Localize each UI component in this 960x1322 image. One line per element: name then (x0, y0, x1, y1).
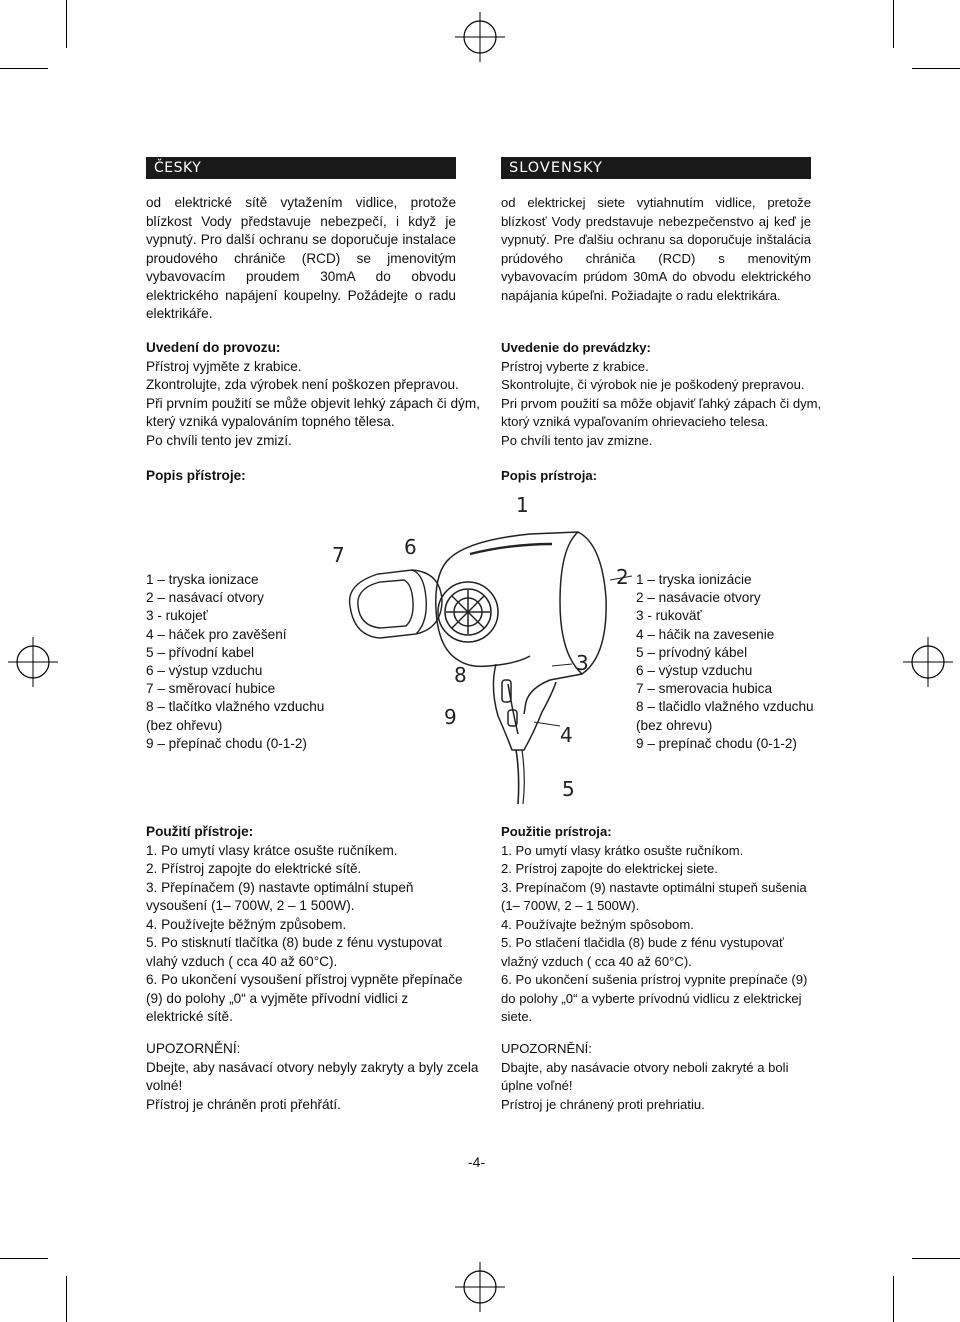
registration-mark-left (8, 637, 58, 687)
cs-parts-legend (146, 571, 346, 753)
cs-warning-line: volné! (146, 1078, 183, 1093)
cs-usage-line: elektrické sítě. (146, 1009, 233, 1024)
cs-description-heading-text: Popis přístroje: (146, 468, 246, 483)
diagram-label-6: 6 (404, 535, 417, 559)
legend-item: 9 – přepínač chodu (0-1-2) (146, 735, 307, 751)
sk-startup-line: ktorý vzniká vypaľovaním ohrievacieho telesa. (501, 414, 769, 429)
legend-item: 2 – nasávacie otvory (636, 590, 761, 606)
sk-usage-heading: Použitie prístroja: (501, 824, 612, 839)
sk-usage-section (501, 823, 831, 1027)
sk-warning-line: úplne voľné! (501, 1078, 573, 1093)
page-number: -4- (468, 1154, 486, 1170)
cs-usage-line: 6. Po ukončení vysoušení přístroj vypněte přepínače (146, 972, 463, 987)
diagram-label-8: 8 (454, 663, 467, 687)
diagram-label-1: 1 (516, 493, 529, 517)
cs-startup-line: který vzniká vypalováním topného tělesa. (146, 414, 395, 429)
legend-item: 5 – přívodní kabel (146, 644, 255, 660)
legend-item: 9 – prepínač chodu (0-1-2) (636, 735, 797, 751)
legend-item: (bez ohřevu) (146, 717, 223, 733)
cs-startup-line: Přístroj vyjměte z krabice. (146, 358, 302, 374)
sk-intro-paragraph: od elektrickej siete vytiahnutím vidlice, pretože blízkosť Vody predstavuje nebezpečenstvo aj keď je vypnutý. Pre ďalšiu ochranu sa doporučuje inštalácia prúdového chrániča (RCD) s menovitým vybavovacím prúdom 30mA do obvodu elektrického napájania kúpeľni. Požiadajte o radu elektrikára. (501, 195, 811, 303)
legend-item: 7 – směrovací hubice (146, 681, 276, 697)
cs-warning-heading: UPOZORNĚNÍ: (146, 1041, 241, 1056)
legend-item: 7 – smerovacia hubica (636, 681, 773, 697)
cs-usage-line: vlahý vzduch ( cca 40 až 60°C). (146, 953, 338, 969)
legend-item: 1 – tryska ionizácie (636, 572, 752, 587)
nozzle-illustration (350, 570, 442, 638)
diagram-label-2: 2 (616, 565, 629, 589)
cs-description-heading (146, 467, 246, 486)
cs-startup-line: Po chvíli tento jev zmizí. (146, 432, 292, 448)
legend-item: 6 – výstup vzduchu (636, 662, 753, 678)
cs-startup-section (146, 339, 480, 450)
registration-mark-bottom (455, 1262, 505, 1312)
cs-startup-heading: Uvedení do provozu: (146, 340, 281, 355)
cs-warning-section (146, 1040, 479, 1114)
sk-startup-line: Pri prvom použití sa môže objaviť ľahký zápach či dym, (501, 395, 822, 411)
diagram-label-4: 4 (560, 723, 573, 747)
registration-mark-top (455, 12, 505, 62)
sk-usage-line: 4. Používajte bežným spôsobom. (501, 916, 694, 932)
cs-warning-line: Přístroj je chráněn proti přehřátí. (146, 1096, 341, 1112)
diagram-label-9: 9 (444, 705, 457, 729)
sk-warning-line: Prístroj je chránený proti prehriatiu. (501, 1096, 705, 1112)
legend-item: 5 – prívodný kábel (636, 644, 748, 660)
section-header-slovensky: SLOVENSKY (501, 157, 811, 179)
sk-description-heading-text: Popis prístroja: (501, 468, 598, 483)
diagram-label-7: 7 (332, 543, 345, 567)
cs-startup-line: Zkontrolujte, zda výrobek není poškozen přepravou. (146, 377, 459, 392)
cs-usage-heading: Použití přístroje: (146, 824, 254, 839)
cs-intro-paragraph: od elektrické sítě vytažením vidlice, protože blízkost Vody představuje nebezpečí, i když je vypnutý. Pro další ochranu se doporučuje instalace proudového chrániče (RCD) se jmenovitým vybavovacím proudem 30mA do obvodu elektrického napájení koupelny. Požádejte o radu elektrikáře. (146, 195, 456, 321)
sk-warning-section (501, 1040, 831, 1114)
sk-usage-line: do polohy „0“ a vyberte prívodnú vidlicu z elektrickej (501, 990, 802, 1006)
diagram-label-3: 3 (576, 651, 589, 675)
legend-item: (bez ohrevu) (636, 717, 713, 733)
cs-usage-line: 3. Přepínačem (9) nastavte optimální stupeň (146, 879, 414, 895)
legend-item: 6 – výstup vzduchu (146, 662, 263, 678)
legend-item: 4 – háček pro zavěšení (146, 626, 287, 642)
sk-startup-line: Skontrolujte, či výrobok nie je poškodený prepravou. (501, 377, 805, 392)
legend-item: 8 – tlačidlo vlažného vzduchu (636, 699, 814, 715)
sk-usage-line: vlažný vzduch ( cca 40 až 60°C). (501, 953, 692, 969)
sk-usage-line: 5. Po stlačení tlačidla (8) bude z fénu vystupovať (501, 935, 784, 950)
legend-item: 3 - rukojeť (146, 608, 208, 624)
legend-item: 2 – nasávací otvory (146, 590, 264, 606)
sk-startup-section (501, 339, 831, 450)
hair-dryer-diagram (320, 488, 640, 810)
sk-warning-line: Dbajte, aby nasávacie otvory neboli zakryté a boli (501, 1059, 789, 1075)
cs-startup-line: Při prvním použití se může objevit lehký zápach či dým, (146, 395, 480, 411)
cs-usage-line: 4. Používejte běžným způsobem. (146, 916, 347, 932)
sk-usage-line: 6. Po ukončení sušenia prístroj vypnite prepínače (9) (501, 972, 808, 987)
sk-usage-line: 1. Po umytí vlasy krátko osušte ručníkom. (501, 842, 744, 858)
diagram-label-5: 5 (562, 777, 575, 801)
cs-warning-line: Dbejte, aby nasávací otvory nebyly zakryty a byly zcela (146, 1059, 479, 1075)
cs-usage-line: vysoušení (1– 700W, 2 – 1 500W). (146, 898, 355, 913)
sk-startup-line: Po chvíli tento jav zmizne. (501, 432, 653, 448)
sk-startup-line: Prístroj vyberte z krabice. (501, 358, 649, 374)
sk-usage-line: 3. Prepínačom (9) nastavte optimálni stupeň sušenia (501, 879, 807, 895)
sk-usage-line: siete. (501, 1009, 533, 1024)
cs-usage-section (146, 823, 476, 1027)
sk-warning-heading: UPOZORNĚNÍ: (501, 1041, 592, 1056)
registration-mark-right (903, 637, 953, 687)
legend-item: 4 – háčik na zavesenie (636, 626, 775, 642)
sk-usage-line: (1– 700W, 2 – 1 500W). (501, 898, 640, 913)
sk-parts-legend (636, 571, 836, 753)
section-header-cesky: ČESKY (146, 157, 456, 179)
cs-usage-line: 1. Po umytí vlasy krátce osušte ručníkem. (146, 842, 398, 858)
sk-startup-heading: Uvedenie do prevádzky: (501, 340, 651, 355)
legend-item: 1 – tryska ionizace (146, 572, 259, 587)
cs-usage-line: 2. Přístroj zapojte do elektrické sítě. (146, 861, 362, 876)
sk-description-heading (501, 467, 597, 486)
sk-usage-line: 2. Prístroj zapojte do elektrickej siete. (501, 861, 718, 876)
legend-item: 8 – tlačítko vlažného vzduchu (146, 699, 325, 715)
cs-usage-line: (9) do polohy „0“ a vyjměte přívodní vidlici z (146, 990, 409, 1006)
cs-usage-line: 5. Po stisknutí tlačítka (8) bude z fénu vystupovat (146, 935, 443, 950)
legend-item: 3 - rukoväť (636, 608, 702, 624)
